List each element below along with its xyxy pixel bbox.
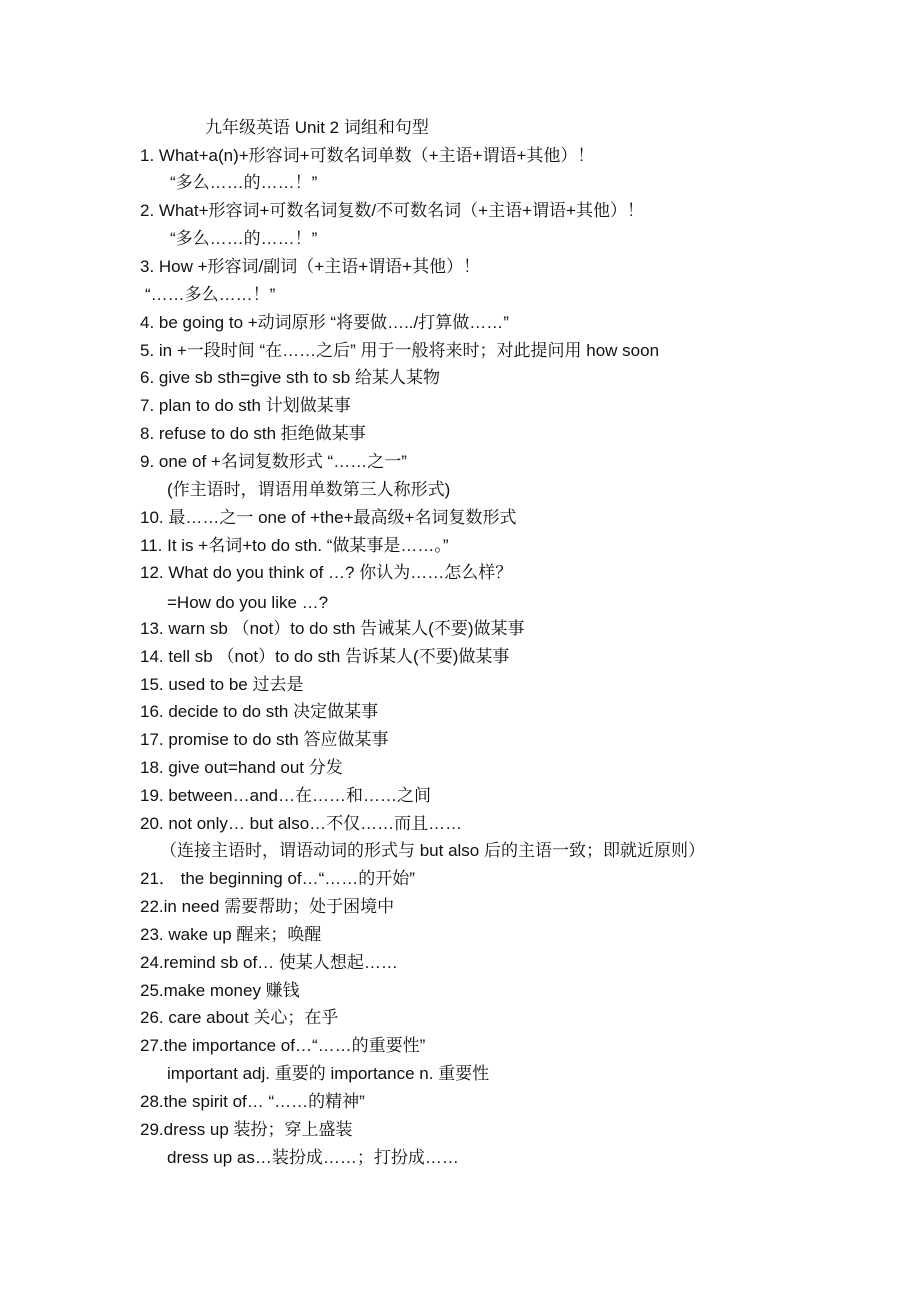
list-item: 13. warn sb （not）to do sth 告诫某人(不要)做某事	[140, 619, 525, 638]
list-item: 18. give out=hand out 分发	[140, 758, 343, 777]
list-item: 28.the spirit of… “……的精神”	[140, 1092, 365, 1111]
list-item: 1. What+a(n)+形容词+可数名词单数（+主语+谓语+其他）！	[140, 146, 595, 165]
list-item-note: (作主语时，谓语用单数第三人称形式)	[167, 480, 451, 499]
list-item: 23. wake up 醒来；唤醒	[140, 925, 322, 944]
list-item: 22.in need 需要帮助；处于困境中	[140, 897, 395, 916]
list-item: 25.make money 赚钱	[140, 981, 300, 1000]
list-item-note: （连接主语时，谓语动词的形式与 but also 后的主语一致；即就近原则）	[160, 841, 705, 860]
list-item: 2. What+形容词+可数名词复数/不可数名词（+主语+谓语+其他）！	[140, 201, 644, 220]
list-item-note: “……多么……！”	[145, 285, 276, 304]
list-item-note: important adj. 重要的 importance n. 重要性	[167, 1064, 490, 1083]
list-item: 3. How +形容词/副词（+主语+谓语+其他）！	[140, 257, 481, 276]
list-item: 11. It is +名词+to do sth. “做某事是……。”	[140, 536, 449, 555]
list-item: 21． the beginning of…“……的开始”	[140, 869, 415, 888]
list-item: 7. plan to do sth 计划做某事	[140, 396, 351, 415]
list-item: 8. refuse to do sth 拒绝做某事	[140, 424, 366, 443]
list-item: 29.dress up 装扮；穿上盛装	[140, 1120, 353, 1139]
list-item-note: “多么……的……！”	[170, 229, 318, 248]
list-item: 20. not only… but also…不仅……而且……	[140, 814, 463, 833]
list-item-note: “多么……的……！”	[170, 173, 318, 192]
list-item-note: =How do you like …?	[167, 593, 329, 612]
list-item: 12. What do you think of …? 你认为……怎么样？	[140, 563, 513, 582]
list-item: 10. 最……之一 one of +the+最高级+名词复数形式	[140, 508, 517, 527]
list-item: 17. promise to do sth 答应做某事	[140, 730, 389, 749]
list-item: 4. be going to +动词原形 “将要做…../打算做……”	[140, 313, 509, 332]
list-item: 14. tell sb （not）to do sth 告诉某人(不要)做某事	[140, 647, 510, 666]
list-item: 24.remind sb of… 使某人想起……	[140, 953, 398, 972]
list-item: 19. between…and…在……和……之间	[140, 786, 431, 805]
list-item: 16. decide to do sth 决定做某事	[140, 702, 379, 721]
list-item: 6. give sb sth=give sth to sb 给某人某物	[140, 368, 440, 387]
list-item: 27.the importance of…“……的重要性”	[140, 1036, 426, 1055]
list-item-note: dress up as…装扮成……；打扮成……	[167, 1148, 459, 1167]
list-item: 5. in +一段时间 “在……之后” 用于一般将来时；对此提问用 how soon	[140, 341, 660, 360]
list-item: 26. care about 关心；在乎	[140, 1008, 339, 1027]
page-title: 九年级英语 Unit 2 词组和句型	[205, 118, 429, 137]
list-item: 9. one of +名词复数形式 “……之一”	[140, 452, 407, 471]
list-item: 15. used to be 过去是	[140, 675, 304, 694]
